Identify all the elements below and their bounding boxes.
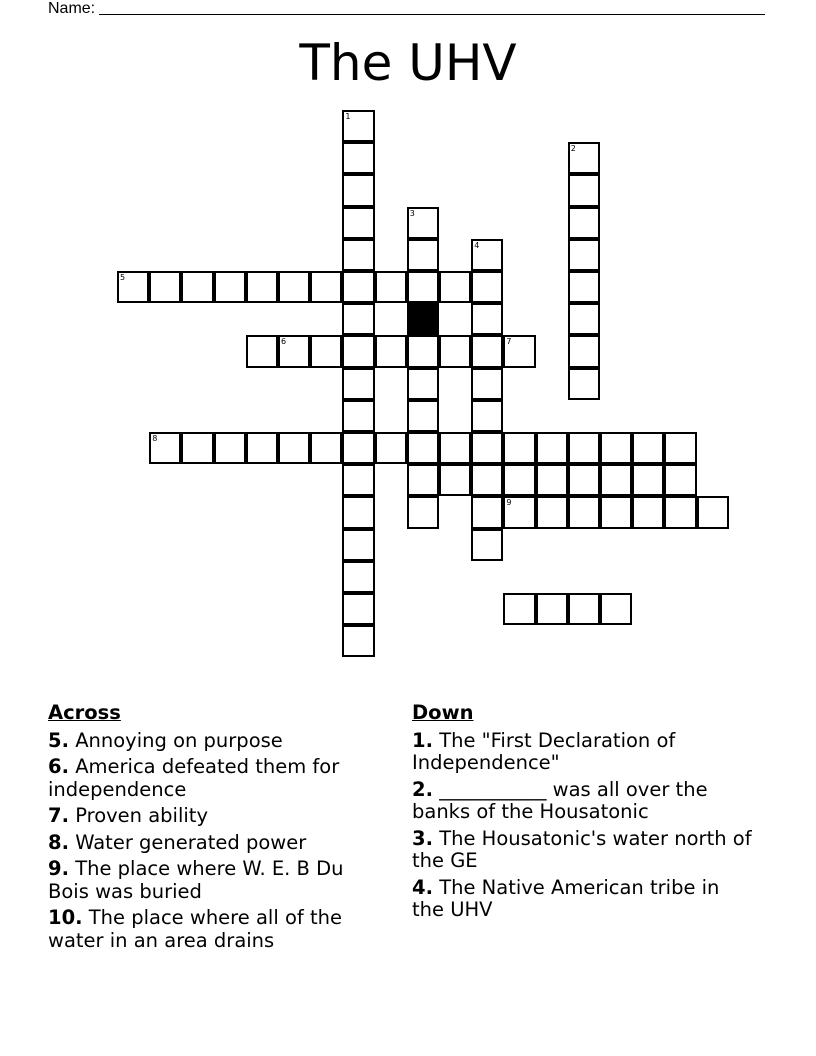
clue-text: ___________ was all over the banks of the Housatonic: [412, 777, 708, 823]
grid-cell[interactable]: [568, 239, 600, 271]
grid-cell[interactable]: [407, 335, 439, 367]
grid-cell[interactable]: [536, 593, 568, 625]
clue-text: The "First Declaration of Independence": [412, 728, 676, 774]
grid-cell[interactable]: [246, 432, 278, 464]
grid-cell[interactable]: [407, 432, 439, 464]
grid-cell[interactable]: [503, 335, 535, 367]
grid-cell[interactable]: [568, 432, 600, 464]
grid-cell[interactable]: [342, 400, 374, 432]
grid-cell[interactable]: [600, 464, 632, 496]
grid-cell[interactable]: [664, 432, 696, 464]
across-heading: Across: [48, 701, 121, 724]
cell-number: 9: [506, 498, 512, 508]
clue-text: The place where all of the water in an area drains: [48, 906, 342, 952]
name-label: Name:: [48, 0, 96, 17]
cell-number: 4: [474, 240, 480, 250]
grid-cell[interactable]: [471, 368, 503, 400]
clue-across-6: [48, 756, 378, 801]
grid-cell[interactable]: [278, 335, 310, 367]
grid-cell[interactable]: [181, 271, 213, 303]
clue-number: 8.: [48, 830, 69, 854]
clue-number: 1.: [412, 728, 433, 752]
grid-cell[interactable]: [342, 303, 374, 335]
grid-cell[interactable]: [246, 335, 278, 367]
clue-number: 9.: [48, 857, 69, 880]
grid-cell[interactable]: [214, 271, 246, 303]
grid-cell[interactable]: [310, 271, 342, 303]
clue-text: America defeated them for independence: [48, 755, 340, 801]
puzzle-title: The UHV: [299, 34, 517, 92]
grid-cell[interactable]: [664, 464, 696, 496]
grid-cell[interactable]: [407, 271, 439, 303]
cell-number: 2: [570, 144, 576, 154]
grid-cell[interactable]: [439, 432, 471, 464]
clue-number: 7.: [48, 804, 69, 827]
grid-cell[interactable]: [375, 432, 407, 464]
grid-cell[interactable]: [407, 368, 439, 400]
grid-cell[interactable]: [568, 593, 600, 625]
grid-cell[interactable]: [149, 271, 181, 303]
clue-number: 2.: [412, 777, 433, 801]
grid-cell[interactable]: [342, 593, 374, 625]
grid-cell[interactable]: [310, 335, 342, 367]
clue-text: Annoying on purpose: [75, 728, 283, 752]
cell-number: 6: [281, 337, 287, 347]
grid-cell[interactable]: [407, 207, 439, 239]
grid-cell[interactable]: [632, 464, 664, 496]
cell-number: 8: [152, 434, 158, 443]
clue-across-9: [48, 858, 378, 903]
clue-number: 10.: [48, 906, 83, 929]
grid-cell[interactable]: [181, 432, 213, 464]
grid-cell[interactable]: [503, 496, 535, 528]
clue-text: Water generated power: [75, 830, 307, 854]
grid-cell[interactable]: [342, 432, 374, 464]
grid-cell[interactable]: [471, 335, 503, 367]
clue-number: 5.: [48, 728, 69, 752]
clue-text: The place where W. E. B Du Bois was buried: [48, 857, 344, 903]
grid-cell[interactable]: [117, 271, 149, 303]
cell-number: 5: [120, 273, 126, 282]
grid-cell[interactable]: [342, 207, 374, 239]
clue-number: 3.: [412, 826, 433, 850]
grid-cell[interactable]: [568, 142, 600, 174]
grid-cell[interactable]: [536, 432, 568, 464]
grid-cell[interactable]: [439, 464, 471, 496]
clue-text: The Native American tribe in the UHV: [412, 875, 720, 921]
grid-cell[interactable]: [407, 496, 439, 528]
grid-cell[interactable]: [471, 400, 503, 432]
grid-cell[interactable]: [471, 432, 503, 464]
grid-cell[interactable]: [568, 271, 600, 303]
grid-cell[interactable]: [536, 496, 568, 528]
grid-cell[interactable]: [632, 432, 664, 464]
grid-cell[interactable]: [214, 432, 246, 464]
grid-cell[interactable]: [342, 529, 374, 561]
grid-cell[interactable]: [600, 496, 632, 528]
grid-cell[interactable]: [342, 561, 374, 593]
grid-cell[interactable]: [568, 368, 600, 400]
grid-cell[interactable]: [568, 174, 600, 206]
grid-cell[interactable]: [310, 432, 342, 464]
grid-cell[interactable]: [471, 271, 503, 303]
grid-cell[interactable]: [246, 271, 278, 303]
grid-cell[interactable]: [471, 496, 503, 528]
clue-text: Proven ability: [75, 804, 208, 827]
clue-number: 6.: [48, 755, 69, 778]
grid-cell[interactable]: [568, 207, 600, 239]
cell-number: 7: [506, 337, 512, 347]
grid-cell[interactable]: [342, 464, 374, 496]
clue-text: The Housatonic's water north of the GE: [412, 826, 752, 872]
grid-cell[interactable]: [632, 496, 664, 528]
clue-down-3: [412, 828, 752, 873]
grid-cell[interactable]: [600, 593, 632, 625]
grid-cell[interactable]: [342, 271, 374, 303]
grid-cell[interactable]: [342, 625, 374, 657]
grid-cell[interactable]: [342, 496, 374, 528]
grid-cell[interactable]: [278, 271, 310, 303]
clue-down-4: [412, 877, 752, 922]
grid-cell[interactable]: [697, 496, 729, 528]
clue-across-8: [48, 832, 378, 855]
grid-cell[interactable]: [149, 432, 181, 464]
grid-cell[interactable]: [503, 432, 535, 464]
clue-across-7: [48, 805, 378, 828]
grid-cell[interactable]: [439, 271, 471, 303]
cell-number: 1: [345, 112, 351, 121]
grid-cell[interactable]: [503, 464, 535, 496]
grid-cell[interactable]: [342, 335, 374, 367]
grid-cell[interactable]: [375, 271, 407, 303]
grid-cell[interactable]: [471, 239, 503, 271]
grid-cell[interactable]: [342, 110, 374, 142]
grid-cell[interactable]: [600, 432, 632, 464]
grid-cell[interactable]: [407, 464, 439, 496]
grid-cell[interactable]: [439, 335, 471, 367]
grid-cell[interactable]: [664, 496, 696, 528]
across-clues: [48, 702, 378, 956]
grid-cell[interactable]: [568, 335, 600, 367]
down-clues: [412, 702, 752, 926]
down-heading: Down: [412, 701, 474, 724]
cell-number: 3: [409, 208, 415, 218]
clue-down-2: [412, 779, 752, 824]
grid-cell[interactable]: [568, 303, 600, 335]
black-square: [407, 303, 439, 335]
grid-cell[interactable]: [342, 239, 374, 271]
grid-cell[interactable]: [503, 593, 535, 625]
clue-number: 4.: [412, 875, 433, 899]
clue-down-1: [412, 730, 752, 775]
grid-cell[interactable]: [568, 496, 600, 528]
grid-cell[interactable]: [471, 303, 503, 335]
grid-cell[interactable]: [471, 529, 503, 561]
clue-across-5: [48, 730, 378, 753]
grid-cell[interactable]: [375, 335, 407, 367]
grid-cell[interactable]: [568, 464, 600, 496]
grid-cell[interactable]: [407, 239, 439, 271]
grid-cell[interactable]: [471, 464, 503, 496]
clue-across-10: [48, 907, 378, 952]
grid-cell[interactable]: [342, 368, 374, 400]
grid-cell[interactable]: [536, 464, 568, 496]
grid-cell[interactable]: [407, 400, 439, 432]
grid-cell[interactable]: [342, 174, 374, 206]
grid-cell[interactable]: [342, 142, 374, 174]
grid-cell[interactable]: [278, 432, 310, 464]
